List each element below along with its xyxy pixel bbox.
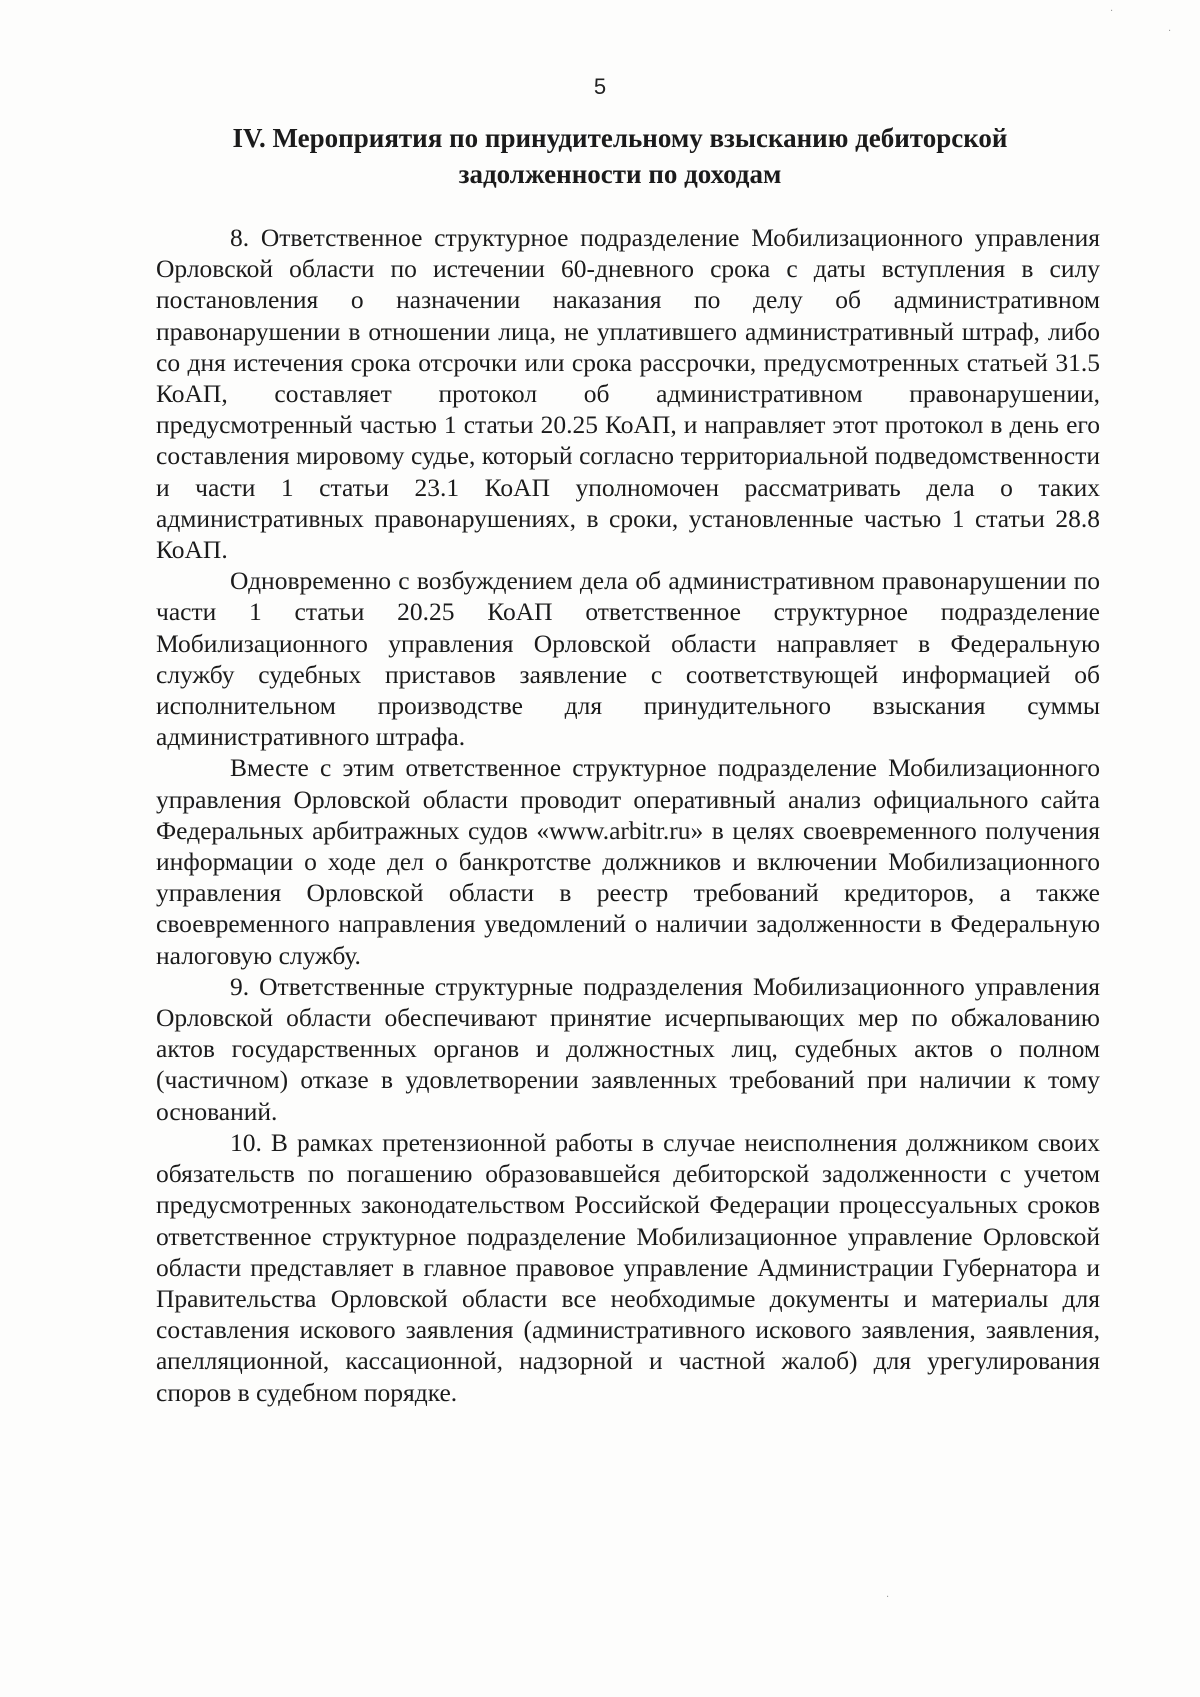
section-title-line-2: задолженности по доходам bbox=[458, 159, 782, 189]
paragraph-arbitr-monitoring: Вместе с этим ответственное структурное подразделение Мобилизационного управления Орловской области проводит оперативный анализ официального сайта Федеральных арбитражных судов «www.arbitr.ru» в целях своевременного получения информации о ходе дел о банкротстве должников и включении Мобилизационного управления Орловской области в реестр требований кредиторов, а также своевременного направления уведомлений о наличии задолженности в Федеральную налоговую службу. bbox=[156, 753, 1100, 970]
paragraph-simultaneous-proceedings: Одновременно с возбуждением дела об административном правонарушении по части 1 статьи 20.25 КоАП ответственное структурное подразделение Мобилизационного управления Орловской области направляет в Федеральную службу судебных приставов заявление с соответствующей информацией об исполнительном производстве для принудительного взыскания суммы административного штрафа. bbox=[156, 566, 1100, 752]
page-number: 5 bbox=[593, 74, 607, 99]
scan-speck-mark: · bbox=[1168, 26, 1172, 37]
scan-speck-mark: · bbox=[1110, 6, 1114, 17]
scan-speck-mark: · bbox=[886, 1592, 890, 1603]
paragraph-9: 9. Ответственные структурные подразделения Мобилизационного управления Орловской области обеспечивают принятие исчерпывающих мер по обжалованию актов государственных органов и должностных лиц, судебных актов о полном (частичном) отказе в удовлетворении заявленных требований при наличии к тому оснований. bbox=[156, 971, 1100, 1126]
paragraph-10: 10. В рамках претензионной работы в случае неисполнения должником своих обязательств по погашению образовавшейся дебиторской задолженности с учетом предусмотренных законодательством Российской Федерации процессуальных сроков ответственное структурное подразделение Мобилизационное управление Орловской области представляет в главное правовое управление Администрации Губернатора и Правительства Орловской области все необходимые документы и материалы для составления искового заявления (административного искового заявления, заявления, апелляционной, кассационной, надзорной и частной жалоб) для урегулирования споров в судебном порядке. bbox=[156, 1127, 1100, 1407]
section-title-line-1: IV. Мероприятия по принудительному взысканию дебиторской bbox=[232, 123, 1008, 153]
document-body bbox=[156, 222, 1100, 1408]
paragraph-8: 8. Ответственное структурное подразделение Мобилизационного управления Орловской области по истечении 60-дневного срока с даты вступления в силу постановления о назначении наказания по делу об административном правонарушении в отношении лица, не уплатившего административный штраф, либо со дня истечения срока отсрочки или срока рассрочки, предусмотренных статьей 31.5 КоАП, составляет протокол об административном правонарушении, предусмотренный частью 1 статьи 20.25 КоАП, и направляет этот протокол в день его составления мировому судье, который согласно территориальной подведомственности и части 1 статьи 23.1 КоАП уполномочен рассматривать дела о таких административных правонарушениях, в сроки, установленные частью 1 статьи 28.8 КоАП. bbox=[156, 223, 1100, 565]
section-title bbox=[160, 120, 1080, 192]
